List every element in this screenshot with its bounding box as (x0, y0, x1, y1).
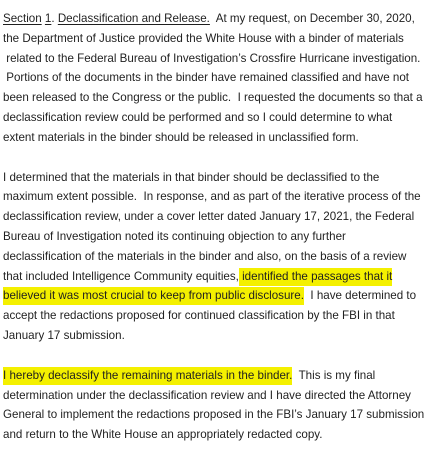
text-line (3, 286, 441, 306)
text-line: Section 1. Declassification and Release. At my request, on December 30, 2020, (3, 12, 415, 25)
highlighted-text: I hereby declassify the remaining materials in the binder. (3, 367, 292, 385)
text-line: determination under the declassification review and I have directed the Attorney (3, 388, 411, 402)
text-line: maximum extent possible. In response, and as part of the iterative process of the (3, 190, 421, 204)
text-line: Portions of the documents in the binder have remained classified and have not (3, 71, 410, 85)
highlighted-text: identified the passages that it (239, 268, 392, 286)
text-line: been released to the Congress or the public. I requested the documents so that a (3, 91, 423, 105)
text-line: General to implement the redactions proposed in the FBI’s January 17 submission (3, 408, 425, 422)
text-segment: that included Intelligence Community equities, (3, 269, 239, 283)
highlighted-text: believed it was most crucial to keep from public disclosure. (3, 287, 304, 305)
paragraph-section-1 (3, 9, 441, 148)
text-segment: I have determined to (303, 289, 417, 303)
text-line: Bureau of Investigation noted its continuing objection to any further (3, 229, 346, 243)
text-line: declassification of the materials in the binder and also, on the basis of a review (3, 249, 407, 263)
document-body (3, 9, 441, 445)
text-line: extent materials in the binder should be released in unclassified form. (3, 130, 359, 144)
text-segment: At my request, on December 30, 2020, (209, 12, 415, 25)
section-label: Section (3, 12, 42, 25)
text-line (3, 267, 441, 287)
text-line: accept the redactions proposed for continued classification by the FBI in that (3, 309, 395, 323)
paragraph-2 (3, 168, 441, 346)
section-title: Declassification and Release. (57, 12, 210, 25)
text-segment: This is my final (292, 368, 376, 382)
paragraph-3 (3, 366, 441, 445)
text-line: the Department of Justice provided the White House with a binder of materials (3, 31, 404, 45)
text-line: and return to the White House an appropriately redacted copy. (3, 428, 323, 442)
text-line: I determined that the materials in that binder should be declassified to the (3, 170, 380, 184)
text-line: declassification review, under a cover letter dated January 17, 2021, the Federal (3, 210, 415, 224)
text-line: declassification review could be performed and so I could determine to what (3, 110, 393, 124)
text-line: January 17 submission. (3, 328, 125, 342)
section-number: 1 (44, 12, 52, 25)
text-line (3, 366, 441, 386)
text-line: related to the Federal Bureau of Investigation’s Crossfire Hurricane investigation. (3, 51, 421, 65)
